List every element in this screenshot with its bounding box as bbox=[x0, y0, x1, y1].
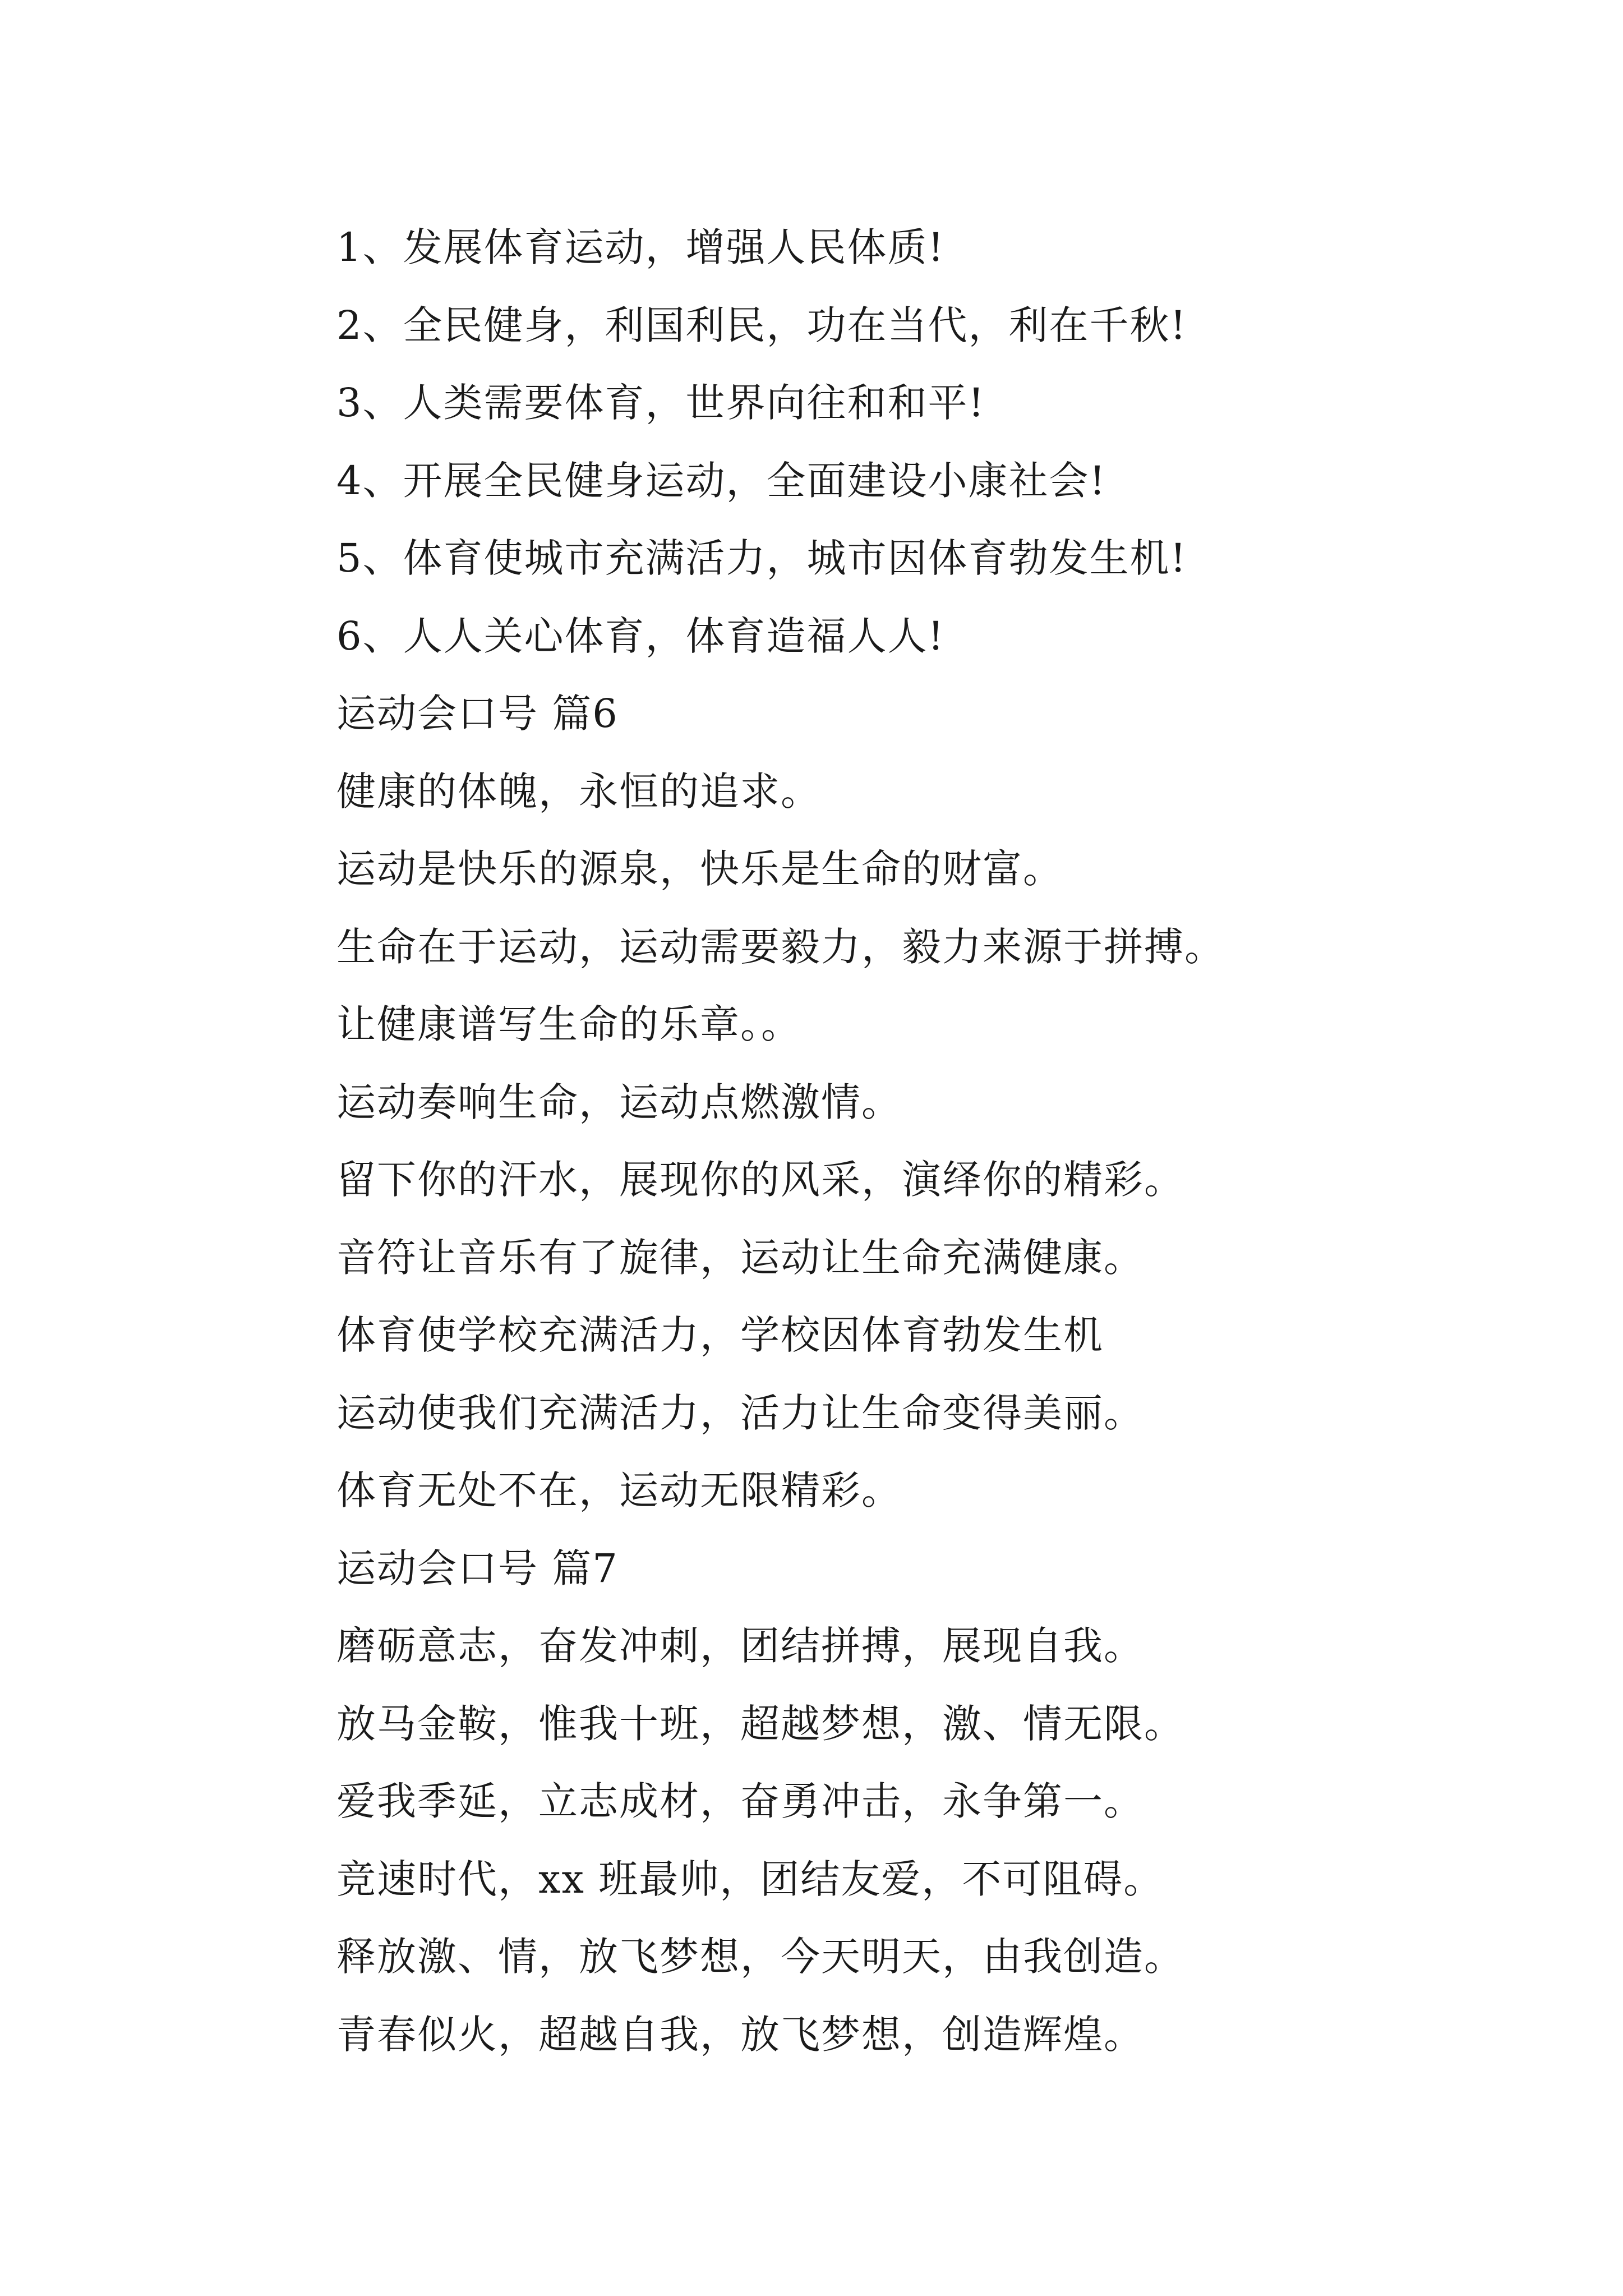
slogan-line: 爱我季延，立志成材，奋勇冲击，永争第一。 bbox=[336, 1778, 1144, 1824]
slogan-line: 3、人类需要体育，世界向往和和平! bbox=[336, 380, 985, 426]
section-heading: 运动会口号 篇6 bbox=[336, 691, 619, 737]
slogan-line: 青春似火，超越自我，放飞梦想，创造辉煌。 bbox=[336, 2011, 1144, 2058]
section-heading: 运动会口号 篇7 bbox=[336, 1545, 619, 1591]
slogan-line: 1、发展体育运动，增强人民体质! bbox=[336, 224, 945, 270]
slogan-line: 音符让音乐有了旋律，运动让生命充满健康。 bbox=[336, 1234, 1144, 1281]
document-body bbox=[336, 209, 1525, 2073]
slogan-line: 生命在于运动，运动需要毅力，毅力来源于拼搏。 bbox=[336, 923, 1225, 970]
slogan-line: 竞速时代，xx 班最帅，团结友爱，不可阻碍。 bbox=[336, 1856, 1164, 1902]
slogan-line: 体育无处不在，运动无限精彩。 bbox=[336, 1467, 902, 1513]
slogan-line: 放马金鞍，惟我十班，超越梦想，激、情无限。 bbox=[336, 1700, 1184, 1747]
slogan-line: 健康的体魄，永恒的追求。 bbox=[336, 768, 821, 815]
slogan-line: 2、全民健身，利国利民，功在当代，利在千秋! bbox=[336, 302, 1187, 348]
slogan-line: 6、人人关心体育，体育造福人人! bbox=[336, 613, 945, 659]
slogan-line: 让健康谱写生命的乐章。。 bbox=[336, 1001, 801, 1047]
slogan-line: 磨砺意志，奋发冲刺，团结拼搏，展现自我。 bbox=[336, 1623, 1144, 1669]
slogan-line: 4、开展全民健身运动，全面建设小康社会! bbox=[336, 457, 1106, 504]
slogan-line: 留下你的汗水，展现你的风采，演绎你的精彩。 bbox=[336, 1157, 1184, 1203]
slogan-line: 5、体育使城市充满活力，城市因体育勃发生机! bbox=[336, 535, 1187, 581]
slogan-line: 释放激、情，放飞梦想，今天明天，由我创造。 bbox=[336, 1934, 1184, 1980]
slogan-line: 运动奏响生命，运动点燃激情。 bbox=[336, 1079, 902, 1125]
slogan-line: 运动是快乐的源泉，快乐是生命的财富。 bbox=[336, 846, 1063, 892]
slogan-line: 体育使学校充满活力，学校因体育勃发生机 bbox=[336, 1312, 1104, 1358]
slogan-line: 运动使我们充满活力，活力让生命变得美丽。 bbox=[336, 1389, 1144, 1436]
